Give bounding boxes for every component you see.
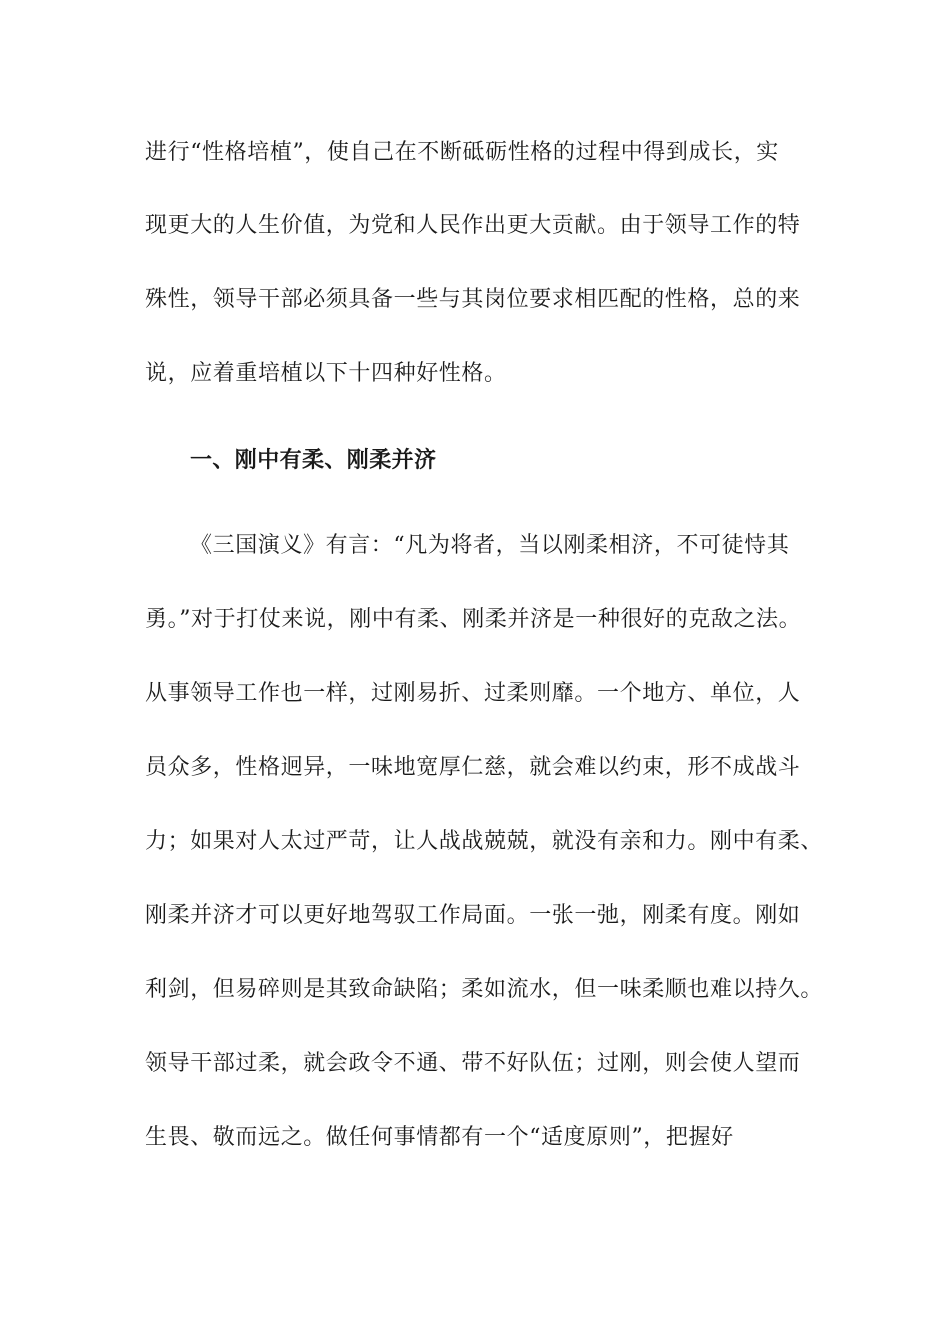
paragraph-line: 力；如果对人太过严苛，让人战战兢兢，就没有亲和力。刚中有柔、 <box>145 829 824 854</box>
paragraph-line: 殊性，领导干部必须具备一些与其岗位要求相匹配的性格，总的来 <box>145 287 801 312</box>
paragraph-line: 从事领导工作也一样，过刚易折、过柔则靡。一个地方、单位，人 <box>145 681 801 706</box>
section-heading: 一、刚中有柔、刚柔并济 <box>190 448 437 473</box>
paragraph-line: 现更大的人生价值，为党和人民作出更大贡献。由于领导工作的特 <box>145 213 801 238</box>
paragraph-line: 领导干部过柔，就会政令不通、带不好队伍；过刚，则会使人望而 <box>145 1051 801 1076</box>
paragraph-line: 刚柔并济才可以更好地驾驭工作局面。一张一弛，刚柔有度。刚如 <box>145 903 801 928</box>
paragraph-line: 勇。”对于打仗来说，刚中有柔、刚柔并济是一种很好的克敌之法。 <box>145 607 802 632</box>
paragraph-line: 进行“性格培植”，使自己在不断砥砺性格的过程中得到成长，实 <box>145 140 779 165</box>
paragraph-line: 说，应着重培植以下十四种好性格。 <box>145 361 507 386</box>
paragraph-line: 生畏、敬而远之。做任何事情都有一个“适度原则”，把握好 <box>145 1125 734 1150</box>
paragraph-line: 《三国演义》有言：“凡为将者，当以刚柔相济，不可徒恃其 <box>190 533 790 558</box>
paragraph-line: 员众多，性格迥异，一味地宽厚仁慈，就会难以约束，形不成战斗 <box>145 755 801 780</box>
paragraph-line: 利剑，但易碎则是其致命缺陷；柔如流水，但一味柔顺也难以持久。 <box>145 977 824 1002</box>
